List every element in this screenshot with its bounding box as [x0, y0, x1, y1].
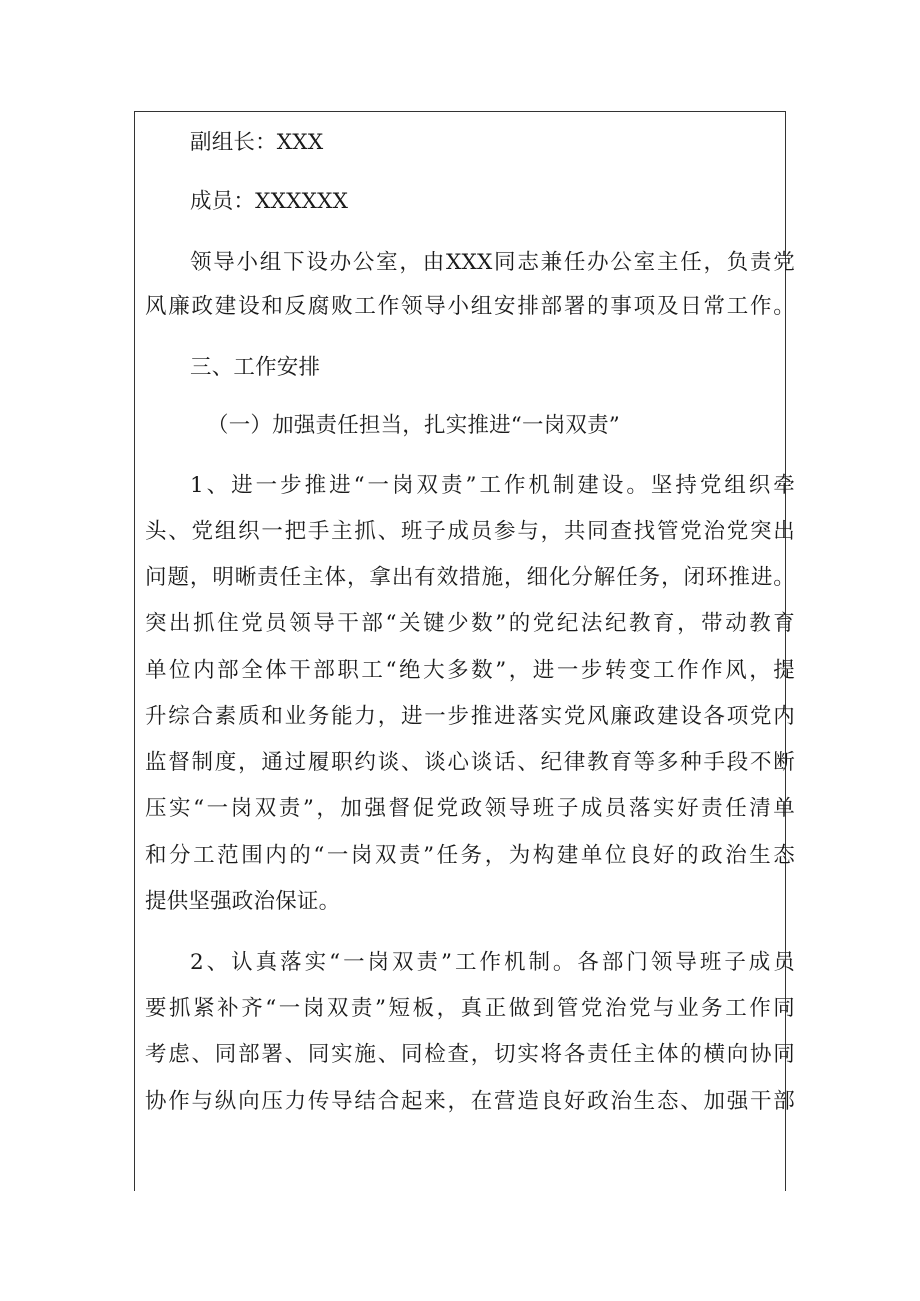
paragraph-line: 2、认真落实“一岗双责”工作机制。各部门领导班子成员	[190, 950, 795, 975]
paragraph-line: 1、进一步推进“一岗双责”工作机制建设。坚持党组织牵	[190, 473, 795, 498]
paragraph-line: 压实“一岗双责”，加强督促党政领导班子成员落实好责任清单	[145, 796, 795, 821]
paragraph-line: 单位内部全体干部职工“绝大多数”，进一步转变工作作风，提	[145, 658, 795, 683]
subsection-heading: （一）加强责任担当，扎实推进“一岗双责”	[207, 413, 620, 438]
paragraph-line: 考虑、同部署、同实施、同检查，切实将各责任主体的横向协同	[145, 1042, 795, 1067]
members-line: 成员：XXXXXX	[190, 189, 349, 214]
paragraph-line: 协作与纵向压力传导结合起来，在营造良好政治生态、加强干部	[145, 1089, 795, 1114]
paragraph-line: 问题，明晰责任主体，拿出有效措施，细化分解任务，闭环推进。	[145, 565, 795, 590]
office-paragraph-line: 风廉政建设和反腐败工作领导小组安排部署的事项及日常工作。	[145, 294, 795, 319]
paragraph-line: 升综合素质和业务能力，进一步推进落实党风廉政建设各项党内	[145, 704, 795, 729]
paragraph-line: 和分工范围内的“一岗双责”任务，为构建单位良好的政治生态	[145, 843, 795, 868]
paragraph-line: 提供坚强政治保证。	[145, 889, 341, 914]
paragraph-line: 头、党组织一把手主抓、班子成员参与，共同查找管党治党突出	[145, 519, 795, 544]
paragraph-line: 要抓紧补齐“一岗双责”短板，真正做到管党治党与业务工作同	[145, 996, 795, 1021]
section-heading: 三、工作安排	[190, 355, 321, 380]
paragraph-line: 监督制度，通过履职约谈、谈心谈话、纪律教育等多种手段不断	[145, 750, 795, 775]
paragraph-line: 突出抓住党员领导干部“关键少数”的党纪法纪教育，带动教育	[145, 611, 795, 636]
office-paragraph-line: 领导小组下设办公室，由XXX同志兼任办公室主任，负责党	[190, 250, 795, 275]
vice-leader-line: 副组长：XXX	[190, 130, 324, 155]
